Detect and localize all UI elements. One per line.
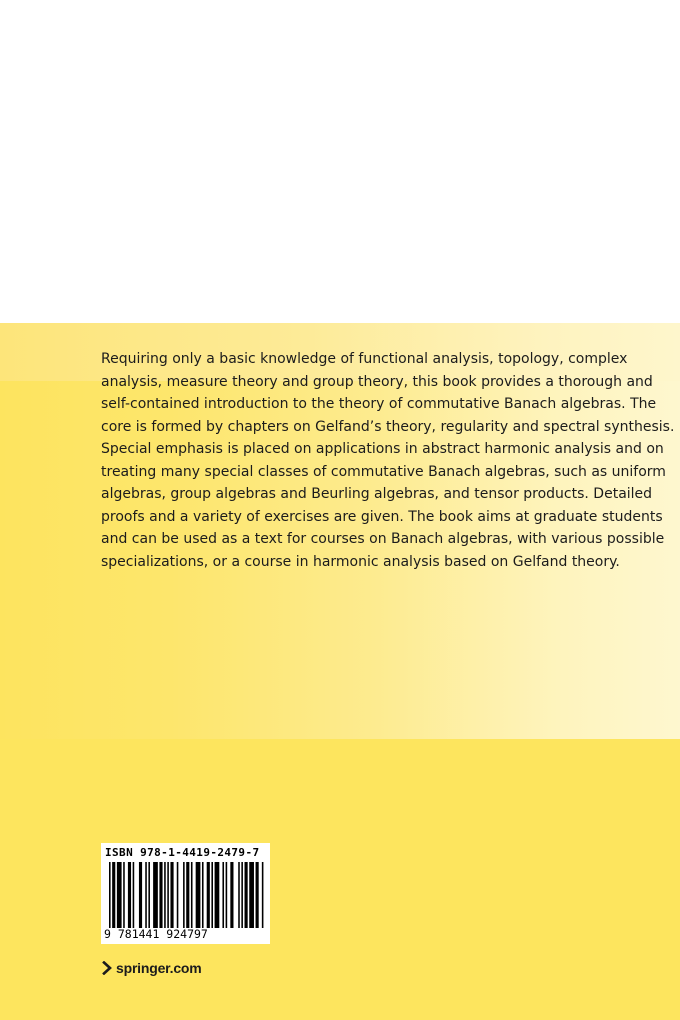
publisher-url: springer.com [116, 960, 202, 976]
blurb-line: proofs and a variety of exercises are given. The book aims at graduate students [101, 508, 663, 525]
blurb-line: analysis, measure theory and group theory, this book provides a thorough and [101, 373, 653, 390]
blurb-line: and can be used as a text for courses on Banach algebras, with various possible [101, 531, 665, 547]
cover-top-blank [0, 0, 680, 323]
isbn-label: ISBN 978-1-4419-2479-7 [105, 846, 260, 859]
blurb-line: algebras, group algebras and Beurling algebras, and tensor products. Detailed [101, 486, 653, 502]
isbn-barcode [101, 843, 270, 944]
blurb-line: self-contained introduction to the theory of commutative Banach algebras. The [101, 396, 657, 412]
barcode-bars [109, 862, 265, 928]
blurb-line: specializations, or a course in harmonic analysis based on Gelfand theory. [101, 553, 620, 570]
blurb-line: Special emphasis is placed on applications in abstract harmonic analysis and on [101, 441, 664, 457]
chevron-right-icon [101, 961, 113, 975]
blurb-line: Requiring only a basic knowledge of functional analysis, topology, complex [101, 351, 628, 367]
publisher-link[interactable] [101, 960, 202, 976]
blurb-line: core is formed by chapters on Gelfand’s theory, regularity and spectral synthesis. [101, 418, 675, 435]
blurb-line: treating many special classes of commutative Banach algebras, such as uniform [101, 463, 666, 480]
back-cover-blurb [101, 348, 675, 573]
barcode-digits: 9 781441 924797 [104, 927, 208, 941]
